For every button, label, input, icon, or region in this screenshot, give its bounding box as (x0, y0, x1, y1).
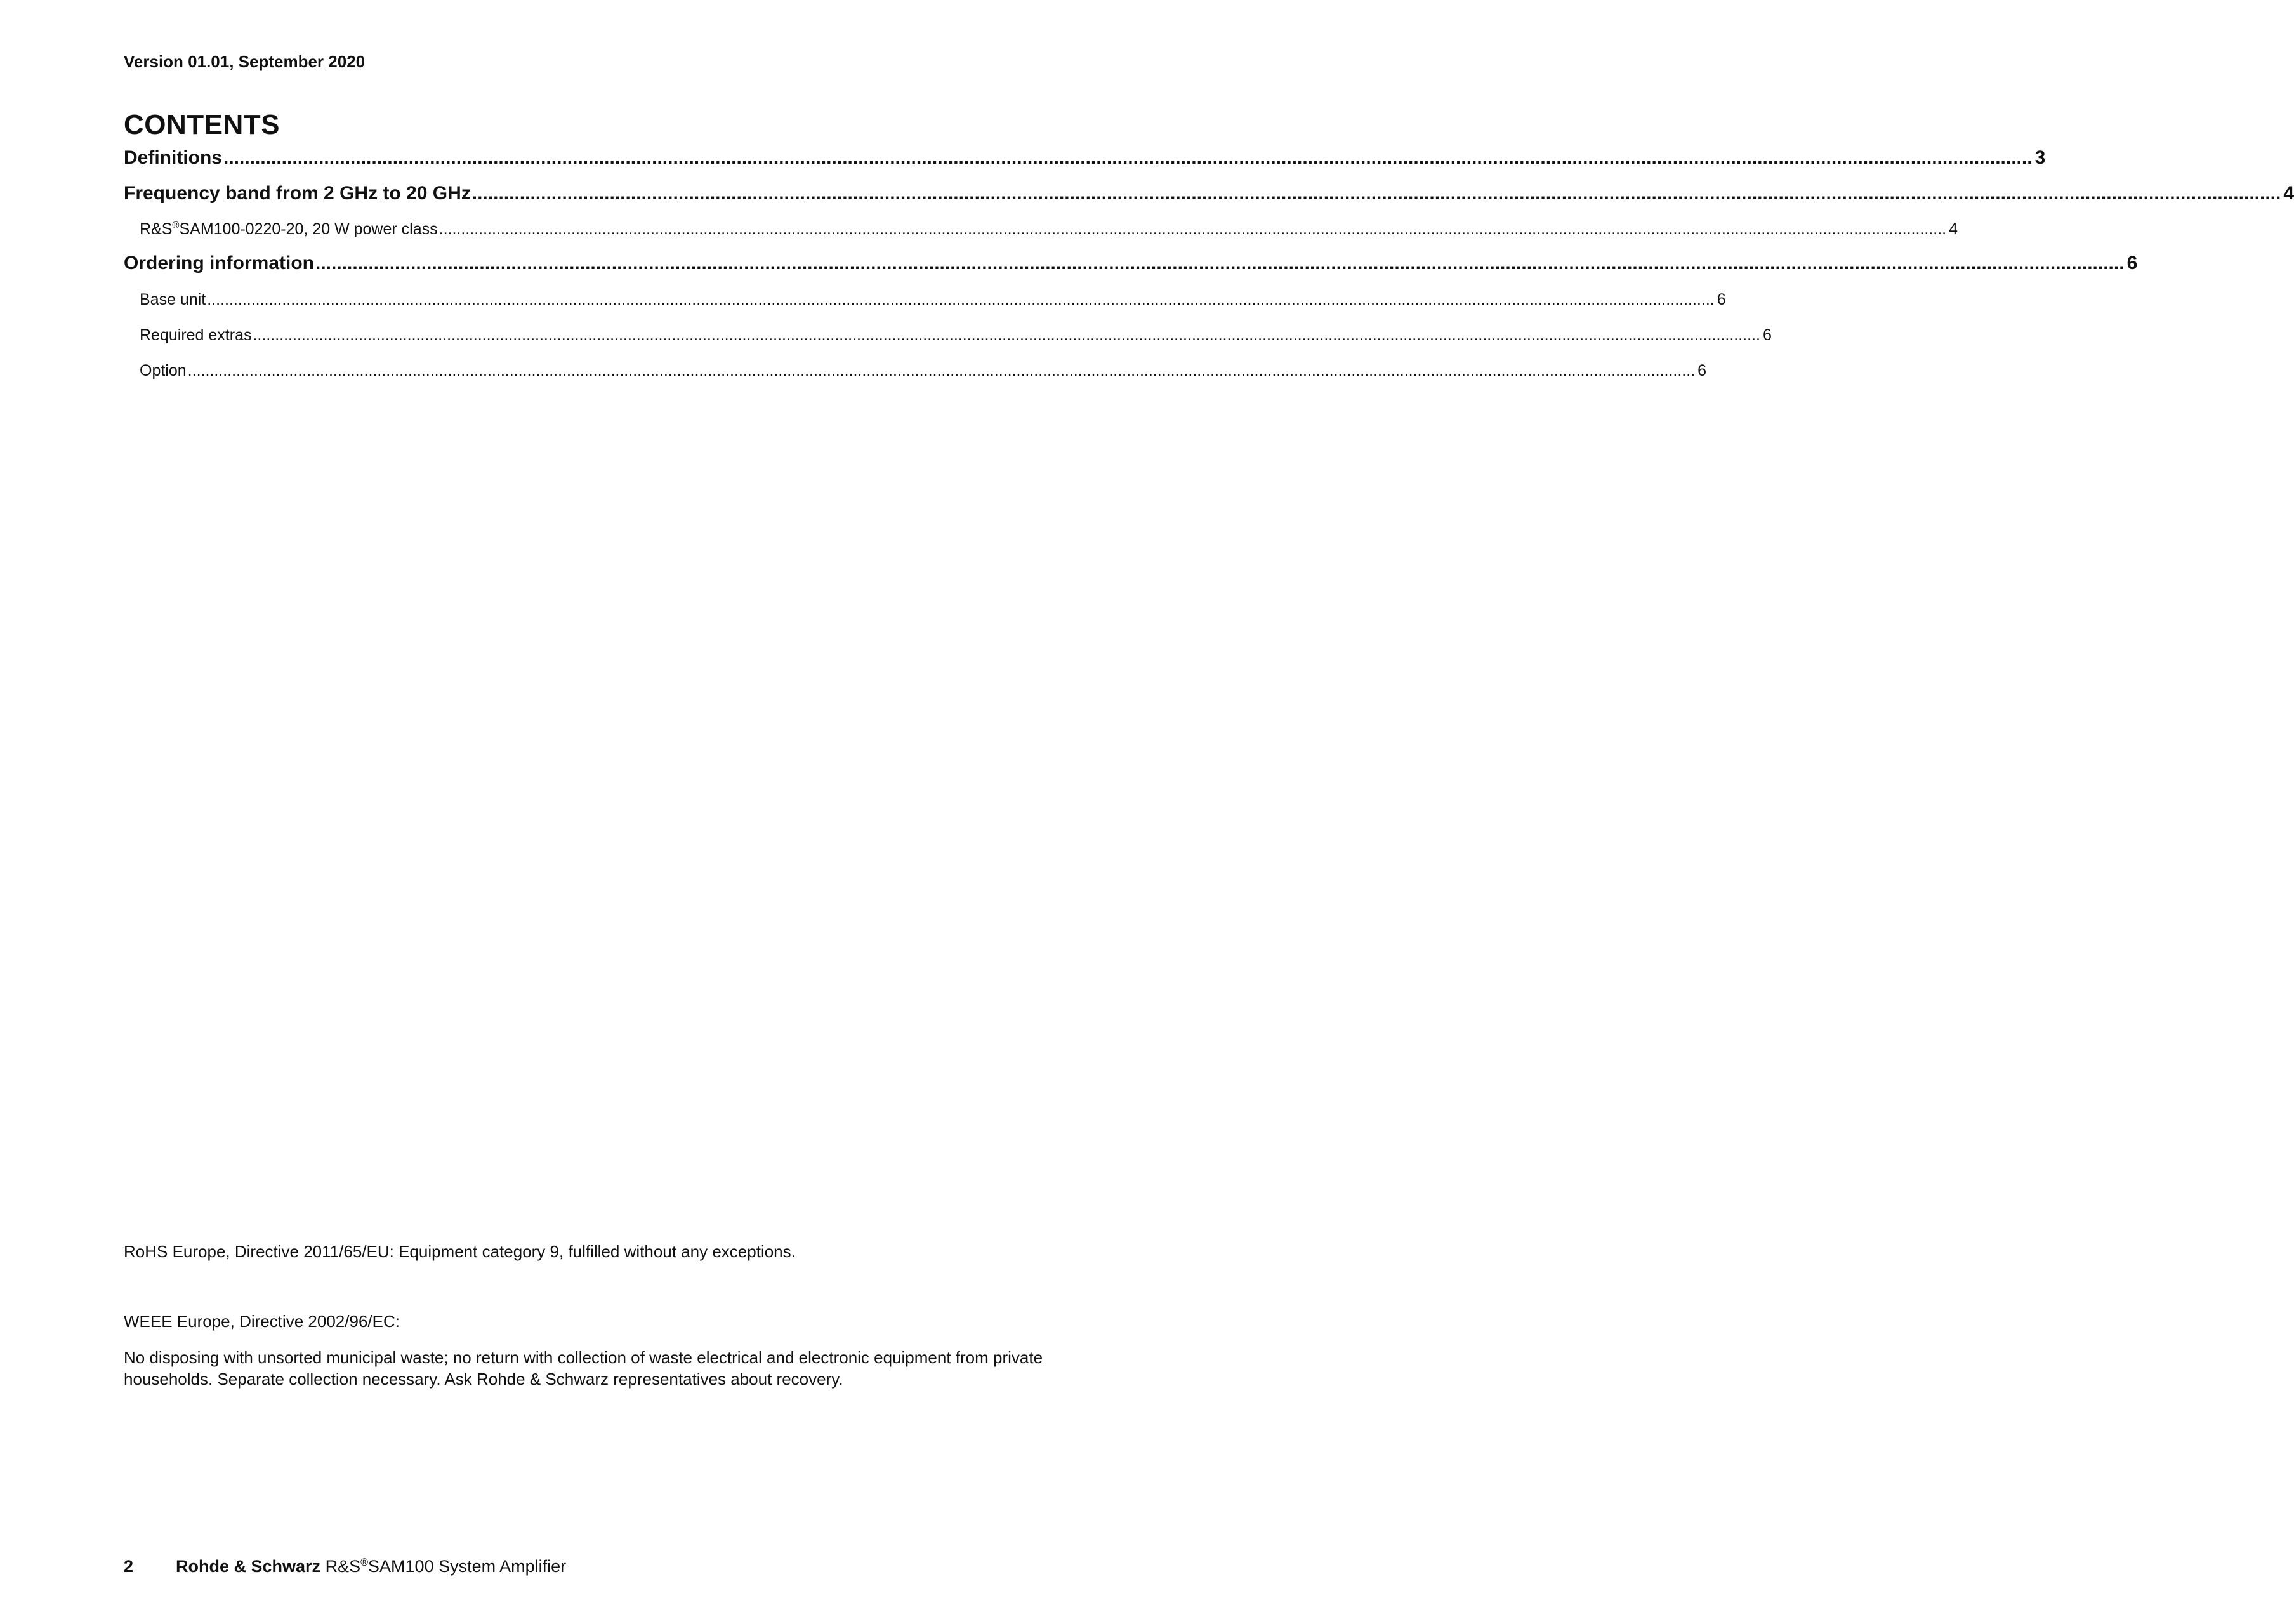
toc-entry-sam100-0220-20[interactable] (140, 220, 1958, 239)
toc-entry-label: Ordering information (124, 253, 314, 274)
toc-leader-dots: ...................................................................................................................................................................................................................................................................................................................................................... (315, 253, 2125, 274)
toc-leader-dots: ...................................................................................................................................................................................................................................................................................................................................................... (438, 220, 1947, 238)
registered-mark: ® (172, 220, 180, 231)
weee-text: No disposing with unsorted municipal waste; no return with collection of waste electrical and electronic equipment from private households. Separate collection necessary. Ask Rohde & Schwarz representatives about recovery. (124, 1348, 1043, 1389)
toc-entry-page: 3 (2034, 147, 2046, 168)
toc-entry-page: 6 (1717, 291, 1726, 308)
product-name: R&S®SAM100 System Amplifier (325, 1557, 567, 1576)
page-number: 2 (124, 1557, 134, 1576)
toc-entry-label: R&S®SAM100-0220-20, 20 W power class (140, 220, 438, 238)
brand-name: Rohde & Schwarz (176, 1557, 321, 1576)
rohs-note: RoHS Europe, Directive 2011/65/EU: Equipment category 9, fulfilled without any exceptions. (124, 1242, 796, 1261)
toc-entry-page: 6 (2126, 253, 2138, 274)
toc-entry-label: Base unit (140, 291, 206, 308)
toc-entry-required-extras[interactable] (140, 326, 1772, 345)
toc-entry-label: Frequency band from 2 GHz to 20 GHz (124, 183, 471, 204)
toc-entry-option[interactable] (140, 362, 1707, 380)
toc-entry-frequency-band[interactable] (124, 183, 2294, 204)
toc-entry-page: 4 (2283, 183, 2294, 204)
weee-title: WEEE Europe, Directive 2002/96/EC: (124, 1312, 400, 1331)
contents-title: CONTENTS (124, 109, 280, 140)
toc-leader-dots: ...................................................................................................................................................................................................................................................................................................................................................... (207, 291, 1715, 308)
toc-entry-label: Definitions (124, 147, 222, 168)
page-footer (124, 1557, 566, 1576)
toc-entry-base-unit[interactable] (140, 291, 1726, 309)
registered-mark: ® (360, 1557, 369, 1568)
toc-entry-label: Option (140, 362, 187, 380)
toc-entry-label: Required extras (140, 326, 252, 344)
toc-entry-page: 6 (1697, 362, 1707, 380)
toc-entry-ordering-information[interactable] (124, 253, 2138, 274)
toc-entry-definitions[interactable] (124, 147, 2046, 169)
toc-leader-dots: ...................................................................................................................................................................................................................................................................................................................................................... (471, 183, 2281, 204)
toc-leader-dots: ...................................................................................................................................................................................................................................................................................................................................................... (253, 326, 1760, 344)
toc-entry-page: 4 (1949, 220, 1958, 238)
toc-entry-page: 6 (1762, 326, 1772, 344)
toc-leader-dots: ...................................................................................................................................................................................................................................................................................................................................................... (223, 147, 2033, 168)
version-line: Version 01.01, September 2020 (124, 52, 366, 71)
toc-leader-dots: ...................................................................................................................................................................................................................................................................................................................................................... (187, 362, 1696, 380)
